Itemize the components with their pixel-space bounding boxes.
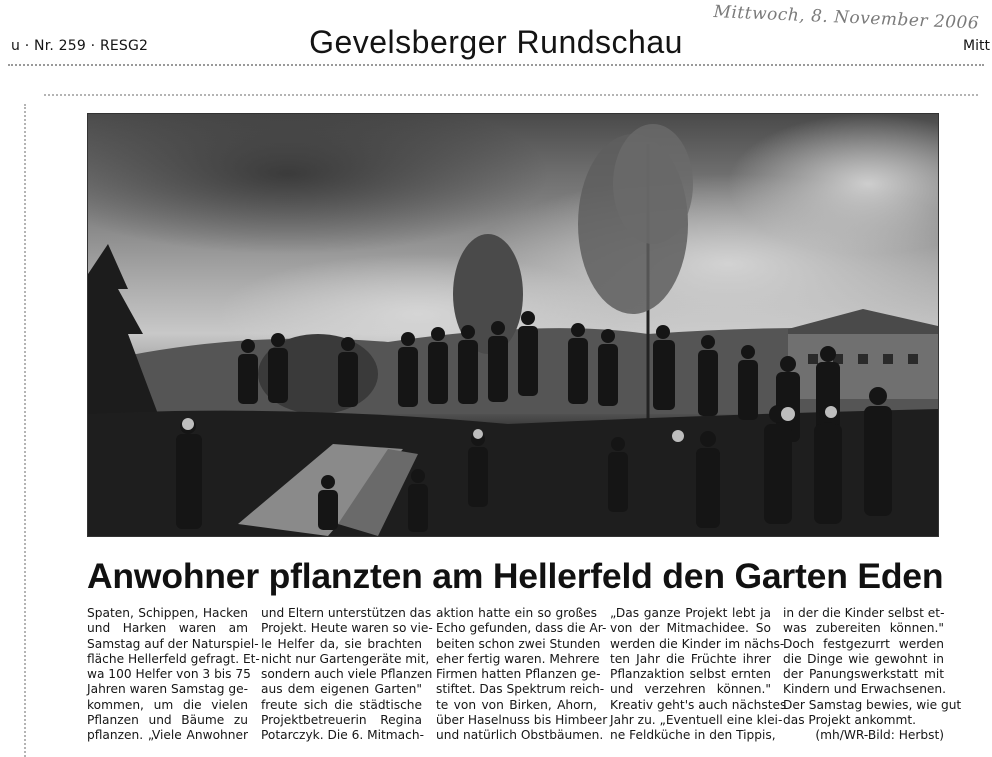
text-line: das Projekt ankommt. [783, 713, 917, 728]
text-line: aus dem eigenen Garten" [261, 682, 422, 697]
text-line: sondern auch viele Pflanzen [261, 667, 433, 682]
text-line: stiftet. Das Spektrum reich- [436, 682, 605, 697]
text-line: eher fertig waren. Mehrere [436, 651, 600, 666]
article-column-1 [87, 606, 260, 744]
text-line: freute sich die städtische [261, 697, 422, 712]
masthead [0, 0, 992, 70]
text-line: Der Samstag bewies, wie gut [783, 697, 962, 712]
text-line: und natürlich Obstbäumen. [436, 728, 604, 743]
article-column-5 [783, 606, 962, 744]
text-line: Spaten, Schippen, Hacken [87, 606, 248, 620]
text-line: wa 100 Helfer von 3 bis 75 [87, 667, 251, 682]
text-line: beiten schon zwei Stunden [436, 636, 601, 651]
text-line: fläche Hellerfeld gefragt. Et- [87, 651, 260, 666]
text-line: nicht nur Gartengeräte mit, [261, 651, 430, 666]
text-line: pflanzen. „Viele Anwohner [87, 728, 248, 743]
photo-credit: (mh/WR-Bild: Herbst) [815, 728, 944, 743]
clipping-top-edge [44, 94, 978, 96]
text-line: von der Mitmachidee. So [610, 621, 771, 636]
weekday-fragment: Mitt [963, 38, 990, 54]
article-photo [87, 113, 939, 537]
text-line: und Harken waren am [87, 621, 248, 636]
text-line: und Eltern unterstützen das [261, 606, 432, 620]
masthead-rule [8, 64, 984, 66]
text-line: aktion hatte ein so großes [436, 606, 597, 620]
text-line: und verzehren können." [610, 682, 771, 697]
text-line: kommen, um die vielen [87, 697, 248, 712]
text-line: Kindern und Erwachsenen. [783, 682, 947, 697]
text-line: der Panungswerkstatt mit [783, 667, 944, 682]
text-line: Jahren waren Samstag ge- [87, 682, 248, 697]
newspaper-name: Gevelsberger Rundschau [309, 24, 683, 60]
text-line: Samstag auf der Naturspiel- [87, 636, 259, 651]
text-line: Projekt. Heute waren so vie- [261, 621, 433, 636]
article-body [87, 606, 962, 746]
text-line: werden die Kinder im nächs- [610, 636, 785, 651]
text-line: Kreativ geht's auch nächstes [610, 697, 787, 712]
text-line: le Helfer da, sie brachten [261, 636, 422, 651]
text-line: Projektbetreuerin Regina [261, 713, 422, 728]
text-line: „Das ganze Projekt lebt ja [610, 606, 771, 620]
text-line: ten Jahr die Früchte ihrer [610, 651, 771, 666]
text-line: te von von Birken, Ahorn, [436, 697, 597, 712]
text-line: Echo gefunden, dass die Ar- [436, 621, 607, 636]
text-line: ne Feldküche in den Tippis, [610, 728, 776, 743]
article-column-2 [261, 606, 433, 744]
handwritten-date: Mittwoch, 8. November 2006 [713, 2, 980, 34]
issue-number: u · Nr. 259 · RESG2 [11, 38, 149, 54]
text-line: Firmen hatten Pflanzen ge- [436, 667, 601, 682]
text-line: Pflanzen und Bäume zu [87, 713, 248, 728]
text-line: was zubereiten können." [783, 621, 944, 636]
article-headline: Anwohner pflanzten am Hellerfeld den Garten Eden [87, 556, 944, 596]
text-line: über Haselnuss bis Himbeer [436, 713, 608, 728]
article-column-4 [610, 606, 787, 744]
text-line: Jahr zu. „Eventuell eine klei- [610, 713, 783, 728]
text-line: Doch festgezurrt werden [783, 636, 944, 651]
text-line: Potarczyk. Die 6. Mitmach- [261, 728, 424, 743]
clipping-left-edge [24, 104, 26, 757]
group-photo-icon [88, 114, 938, 536]
article-column-3 [436, 606, 608, 744]
text-line: in der die Kinder selbst et- [783, 606, 945, 620]
text-line: die Dinge wie gewohnt in [783, 651, 944, 666]
text-line: Pflanzaktion selbst ernten [610, 667, 771, 682]
